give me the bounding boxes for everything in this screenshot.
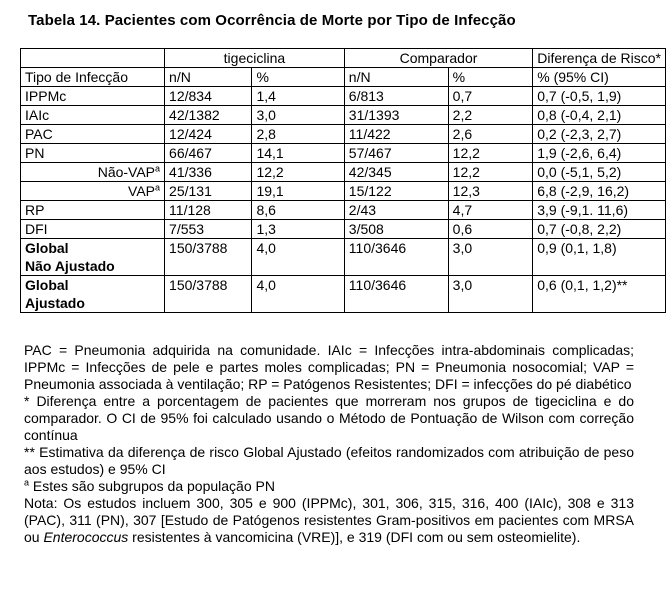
row-label: DFI: [21, 220, 165, 239]
cell: 1,3: [252, 220, 344, 239]
cell: 57/467: [344, 144, 448, 163]
row-label: PAC: [21, 125, 165, 144]
table-row: [21, 220, 666, 239]
cell: 8,6: [252, 201, 344, 220]
cell: 2,8: [252, 125, 344, 144]
cell: 6,8 (-2,9, 16,2): [533, 182, 666, 201]
cell: 12,2: [252, 163, 344, 182]
table-row: [21, 87, 666, 106]
footnotes: [24, 342, 634, 546]
header-empty-cell: [21, 49, 165, 68]
column-header: Tipo de Infecção: [21, 68, 165, 87]
cell: 0,6: [448, 220, 533, 239]
table-row-global-adjusted: [21, 276, 666, 313]
cell: 3,9 (-9,1. 11,6): [533, 201, 666, 220]
footnote-mark: a: [155, 163, 161, 174]
row-label-global: [21, 276, 165, 313]
column-header: % (95% CI): [533, 68, 666, 87]
cell: 0,2 (-2,3, 2,7): [533, 125, 666, 144]
cell: 2,6: [448, 125, 533, 144]
cell: 1,9 (-2,6, 6,4): [533, 144, 666, 163]
cell: 11/422: [344, 125, 448, 144]
row-label-subgroup: [21, 182, 165, 201]
row-label-line2: Ajustado: [25, 295, 85, 311]
cell: 0,7 (-0,8, 2,2): [533, 220, 666, 239]
cell: 12/424: [165, 125, 252, 144]
cell: 3/508: [344, 220, 448, 239]
row-label-line1: Global: [25, 277, 69, 293]
cell: 0,9 (0,1, 1,8): [533, 239, 666, 276]
column-header: n/N: [165, 68, 252, 87]
row-label-text: Não-VAP: [97, 164, 156, 180]
cell: 0,8 (-0,4, 2,1): [533, 106, 666, 125]
cell: 1,4: [252, 87, 344, 106]
cell: 11/128: [165, 201, 252, 220]
cell: 15/122: [344, 182, 448, 201]
cell: 6/813: [344, 87, 448, 106]
table-row: [21, 144, 666, 163]
note-subgroups-text: Estes são subgrupos da população PN: [29, 478, 275, 494]
cell: 19,1: [252, 182, 344, 201]
table-row-global-unadjusted: [21, 239, 666, 276]
cell: 150/3788: [165, 276, 252, 313]
cell: 0,7: [448, 87, 533, 106]
cell: 0,7 (-0,5, 1,9): [533, 87, 666, 106]
cell: 0,6 (0,1, 1,2)**: [533, 276, 666, 313]
cell: 66/467: [165, 144, 252, 163]
cell: 25/131: [165, 182, 252, 201]
cell: 14,1: [252, 144, 344, 163]
row-label: IPPMc: [21, 87, 165, 106]
mortality-table: [20, 48, 666, 313]
note-studies-text-end: resistentes à vancomicina (VRE)], e 319 (DFI com ou sem osteomielite).: [128, 529, 581, 545]
row-label: RP: [21, 201, 165, 220]
note-star: * Diferença entre a porcentagem de pacientes que morreram nos grupos de tigeciclina e do comparador. O CI de 95% foi calculado usando o Método de Pontuação de Wilson com correção contínua: [24, 393, 634, 443]
note-abbreviations: PAC = Pneumonia adquirida na comunidade. IAIc = Infecções intra-abdominais complicadas; IPPMc = Infecções de pele e partes moles complicadas; PN = Pneumonia nosocomial; VAP = Pneumonia associada à ventilação; RP = Patógenos Resistentes; DFI = infecções do pé diabético: [24, 342, 634, 392]
note-studies-text: Nota: Os estudos incluem 300, 305 e 900 (IPPMc), 301, 306, 315, 316, 400 (IAIc), 308 e 313 (PAC), 311 (PN), 307 [Estudo de Patógenos resistentes Gram-positivos em pacientes com MRSA ou: [24, 495, 634, 545]
row-label-line1: Global: [25, 240, 69, 256]
cell: 4,0: [252, 276, 344, 313]
cell: 3,0: [252, 106, 344, 125]
cell: 110/3646: [344, 239, 448, 276]
cell: 150/3788: [165, 239, 252, 276]
footnote-mark: a: [24, 477, 30, 488]
row-label: PN: [21, 144, 165, 163]
table-group-header-row: [21, 49, 666, 68]
cell: 4,7: [448, 201, 533, 220]
table-column-header-row: [21, 68, 666, 87]
cell: 110/3646: [344, 276, 448, 313]
cell: 2/43: [344, 201, 448, 220]
table-row: [21, 106, 666, 125]
cell: 12,2: [448, 163, 533, 182]
row-label-subgroup: [21, 163, 165, 182]
cell: 12/834: [165, 87, 252, 106]
header-tigeciclina: tigeciclina: [165, 49, 345, 68]
note-studies: [24, 495, 634, 546]
cell: 42/345: [344, 163, 448, 182]
note-subgroups: [24, 478, 634, 495]
table-row: [21, 201, 666, 220]
column-header: n/N: [344, 68, 448, 87]
cell: 3,0: [448, 239, 533, 276]
cell: 42/1382: [165, 106, 252, 125]
row-label-global: [21, 239, 165, 276]
cell: 12,3: [448, 182, 533, 201]
cell: 12,2: [448, 144, 533, 163]
note-studies-italic: Enterococcus: [43, 529, 129, 545]
row-label: IAIc: [21, 106, 165, 125]
header-comparador: Comparador: [344, 49, 532, 68]
cell: 4,0: [252, 239, 344, 276]
row-label-text: VAP: [128, 183, 156, 199]
cell: 31/1393: [344, 106, 448, 125]
cell: 0,0 (-5,1, 5,2): [533, 163, 666, 182]
cell: 3,0: [448, 276, 533, 313]
cell: 2,2: [448, 106, 533, 125]
footnote-mark: a: [155, 182, 161, 193]
cell: 7/553: [165, 220, 252, 239]
column-header: %: [448, 68, 533, 87]
cell: 41/336: [165, 163, 252, 182]
row-label-line2: Não Ajustado: [25, 258, 115, 274]
column-header: %: [252, 68, 344, 87]
table-row: [21, 125, 666, 144]
header-diferenca-risco: Diferença de Risco*: [533, 49, 666, 68]
table-title: Tabela 14. Pacientes com Ocorrência de Morte por Tipo de Infecção: [28, 12, 516, 29]
table-row: [21, 182, 666, 201]
note-double-star: ** Estimativa da diferença de risco Global Ajustado (efeitos randomizados com atribuição de peso aos estudos) e 95% CI: [24, 444, 634, 477]
table-row: [21, 163, 666, 182]
